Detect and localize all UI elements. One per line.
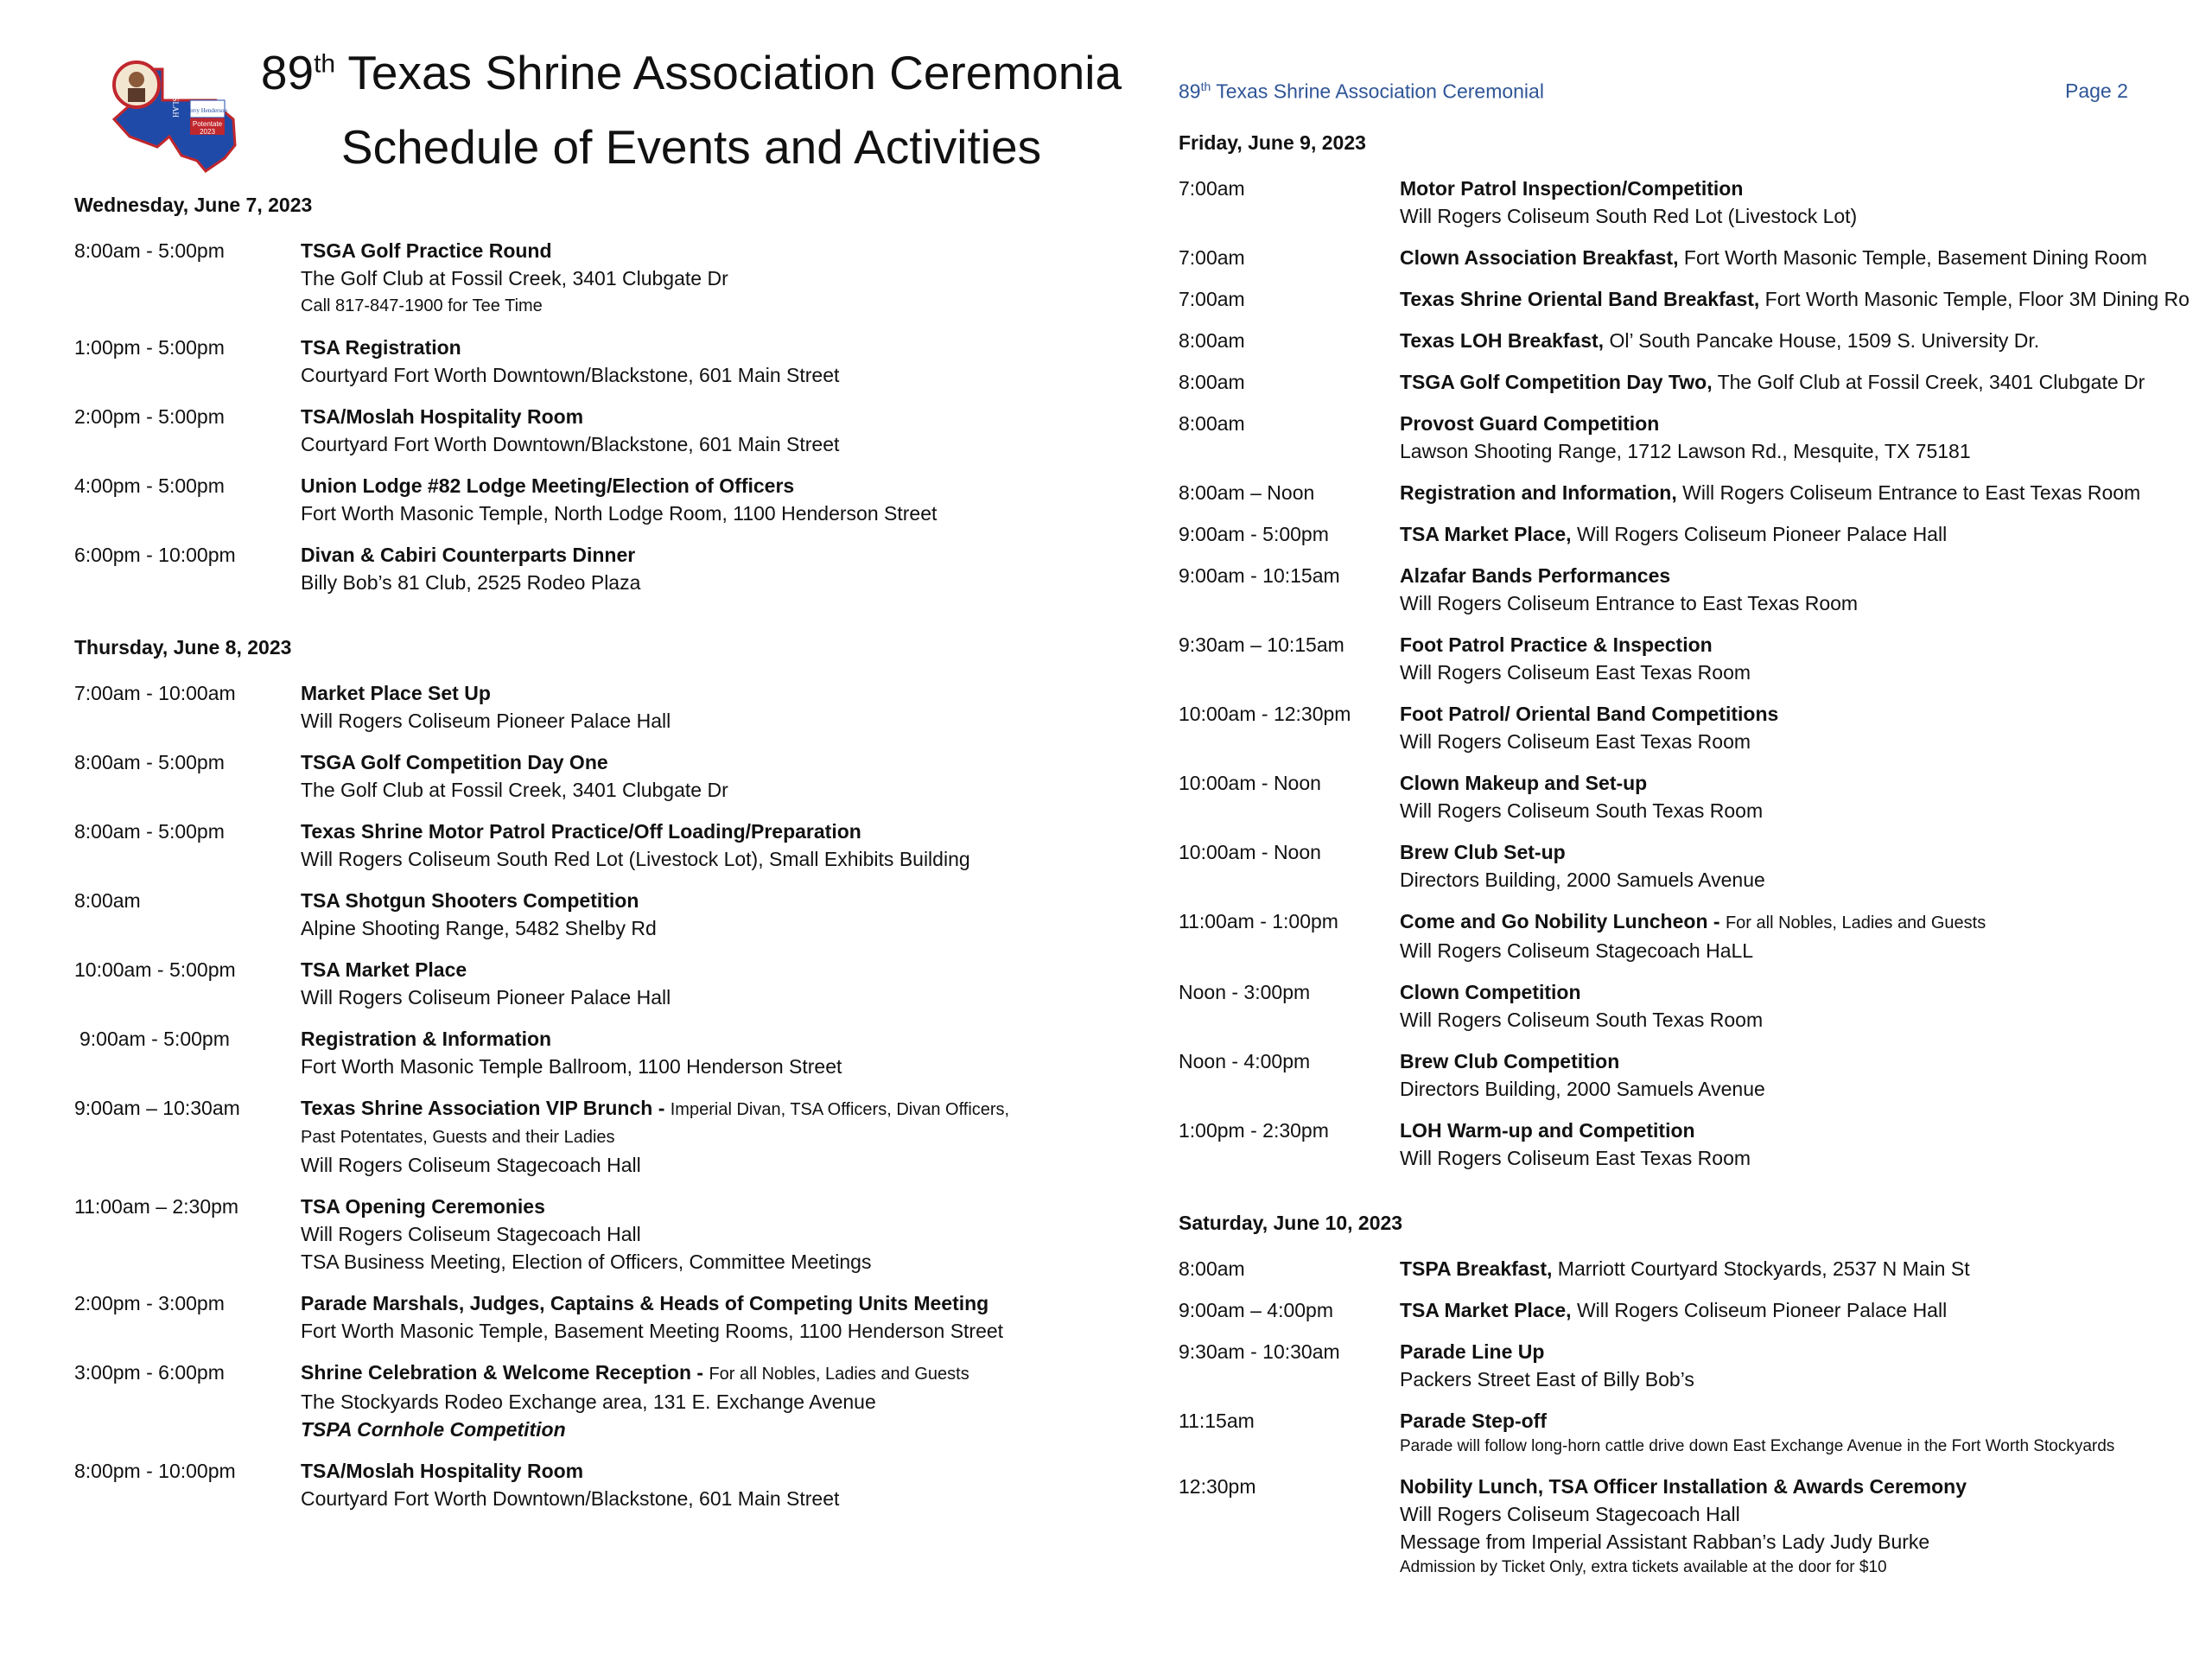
event-row [74,1193,1137,1276]
event-time: 2:00pm - 5:00pm [74,405,225,428]
event-time: 8:00am - 5:00pm [74,239,225,262]
event-time: 3:00pm - 6:00pm [74,1361,225,1384]
event-location: Will Rogers Coliseum Stagecoach HaLL [1400,939,1754,962]
event-name: TSPA Breakfast, [1400,1257,1553,1280]
event-time: 9:00am - 5:00pm [1179,523,1329,545]
event-note: Call 817-847-1900 for Tee Time [301,296,543,315]
event-row [74,1457,1137,1512]
event-name: Come and Go Nobility Luncheon - [1400,910,1726,932]
event-name: TSA Market Place, [1400,523,1572,545]
event-time: 1:00pm - 2:30pm [1179,1119,1329,1142]
event-name: TSGA Golf Competition Day Two, [1400,371,1713,393]
event-time: 9:00am – 4:00pm [1179,1299,1334,1321]
page-number: Page 2 [2065,80,2128,102]
event-row [74,1359,1137,1443]
event-time: 9:30am – 10:15am [1179,633,1344,656]
event-name: TSGA Golf Competition Day One [301,751,608,773]
event-row [1179,631,2212,686]
page-title: 89th Texas Shrine Association Ceremonia [260,46,1122,99]
event-note: Imperial Divan, TSA Officers, Divan Officers, [670,1100,1010,1119]
event-name: LOH Warm-up and Competition [1400,1119,1695,1142]
event-location: The Golf Club at Fossil Creek, 3401 Clubgate Dr [1712,371,2145,393]
event-name: Registration & Information [301,1028,552,1050]
event-name: Parade Line Up [1400,1340,1545,1363]
event-row [74,1094,1137,1179]
event-location: Will Rogers Coliseum Entrance to East Texas Room [1676,481,2141,504]
event-row [74,679,1137,735]
event-location: Directors Building, 2000 Samuels Avenue [1400,1078,1765,1100]
event-location: Will Rogers Coliseum East Texas Room [1400,730,1751,753]
event-time: 8:00am [74,889,141,912]
event-time: 4:00pm - 5:00pm [74,474,225,497]
event-time: 8:00am [1179,1257,1245,1280]
day-heading: Saturday, June 10, 2023 [1179,1212,1403,1234]
event-location: Will Rogers Coliseum South Texas Room [1400,799,1764,822]
event-time: 8:00am [1179,412,1245,435]
event-name: Foot Patrol Practice & Inspection [1400,633,1713,656]
event-name: Union Lodge #82 Lodge Meeting/Election of Officers [301,474,795,497]
logo-text-potentate: Potentate [192,120,223,128]
event-row [1179,978,2212,1034]
event-time: 11:15am [1179,1410,1255,1432]
event-row [1179,520,2212,548]
event-detail: Message from Imperial Assistant Rabban’s Lady Judy Burke [1400,1531,1930,1553]
event-row [1179,769,2212,824]
page2-header: 89th Texas Shrine Association Ceremonial Page 2 [1179,80,2128,103]
event-name: TSA Registration [301,336,461,359]
event-location: The Golf Club at Fossil Creek, 3401 Clubgate Dr [301,267,728,290]
moslah-logo [95,50,238,178]
event-time: 8:00am – Noon [1179,481,1315,504]
event-location: Will Rogers Coliseum Pioneer Palace Hall [301,986,671,1009]
event-location: Lawson Shooting Range, 1712 Lawson Rd., Mesquite, TX 75181 [1400,440,1971,462]
event-location: Fort Worth Masonic Temple, North Lodge Room, 1100 Henderson Street [301,502,938,525]
event-time: 12:30pm [1179,1475,1256,1498]
event-location: Packers Street East of Billy Bob’s [1400,1368,1694,1391]
event-time: 8:00pm - 10:00pm [74,1460,236,1482]
event-time: 9:30am - 10:30am [1179,1340,1340,1363]
logo-text-year: 2023 [200,128,215,136]
event-location: Will Rogers Coliseum East Texas Room [1400,1147,1751,1169]
event-row [74,472,1137,527]
event-time: 10:00am - 12:30pm [1179,703,1351,725]
event-row [74,1289,1137,1345]
event-row [1179,562,2212,617]
event-name: Parade Marshals, Judges, Captains & Heads of Competing Units Meeting [301,1292,989,1314]
event-time: 8:00am [1179,329,1245,352]
event-row [74,1025,1137,1080]
event-location: Will Rogers Coliseum South Red Lot (Livestock Lot), Small Exhibits Building [301,848,970,870]
event-time: 7:00am [1179,246,1245,269]
event-time: 9:00am - 10:15am [1179,564,1340,587]
event-name: Texas Shrine Association VIP Brunch - [301,1097,671,1119]
event-time: 9:00am - 5:00pm [79,1028,230,1050]
event-note: For all Nobles, Ladies and Guests [709,1365,969,1384]
event-name: Texas Shrine Motor Patrol Practice/Off Loading/Preparation [301,820,861,843]
event-location: Alpine Shooting Range, 5482 Shelby Rd [301,917,657,939]
event-location: Will Rogers Coliseum East Texas Room [1400,661,1751,684]
logo-text-jerry: Jerry Henderson [187,107,228,114]
day-heading: Thursday, June 8, 2023 [74,636,292,659]
event-row [74,956,1137,1011]
event-note: Parade will follow long-horn cattle drive down East Exchange Avenue in the Fort Worth Stockyards [1400,1437,2115,1455]
event-time: 7:00am [1179,177,1245,200]
event-name: Clown Association Breakfast, [1400,246,1679,269]
event-row [74,818,1137,873]
event-location: Will Rogers Coliseum Stagecoach Hall [301,1154,641,1176]
event-row [74,334,1137,389]
event-time: 7:00am [1179,288,1245,310]
day-heading: Wednesday, June 7, 2023 [74,194,313,216]
event-location: Will Rogers Coliseum South Texas Room [1400,1009,1764,1031]
event-name: TSGA Golf Practice Round [301,239,552,262]
event-name: TSA Shotgun Shooters Competition [301,889,639,912]
event-time: 10:00am - Noon [1179,841,1321,863]
event-location: Will Rogers Coliseum Pioneer Palace Hall [1571,523,1948,545]
event-name: Clown Makeup and Set-up [1400,772,1648,794]
event-location: Ol’ South Pancake House, 1509 S. University Dr. [1604,329,2040,352]
event-location: The Stockyards Rodeo Exchange area, 131 E. Exchange Avenue [301,1391,876,1413]
event-name: Divan & Cabiri Counterparts Dinner [301,544,636,566]
event-name: TSA/Moslah Hospitality Room [301,1460,584,1482]
event-name: Motor Patrol Inspection/Competition [1400,177,1744,200]
event-time: 10:00am - 5:00pm [74,958,236,981]
event-time: 7:00am - 10:00am [74,682,236,704]
event-time: 11:00am - 1:00pm [1179,910,1338,932]
event-name: Clown Competition [1400,981,1581,1003]
event-highlight: TSPA Cornhole Competition [301,1418,566,1441]
event-detail: TSA Business Meeting, Election of Officers, Committee Meetings [301,1251,872,1273]
event-time: 2:00pm - 3:00pm [74,1292,225,1314]
logo-text-moslah: MOSLAH [171,85,180,118]
event-name: Registration and Information, [1400,481,1677,504]
event-row [1179,1473,2212,1580]
event-row [74,403,1137,458]
event-location: Fort Worth Masonic Temple Ballroom, 1100 Henderson Street [301,1055,842,1078]
event-time: 9:00am – 10:30am [74,1097,240,1119]
event-time: 6:00pm - 10:00pm [74,544,236,566]
event-name: TSA Market Place, [1400,1299,1572,1321]
event-name: Shrine Celebration & Welcome Reception - [301,1361,709,1384]
event-location: Marriott Courtyard Stockyards, 2537 N Main St [1552,1257,1970,1280]
event-row [1179,244,2212,271]
event-location: Will Rogers Coliseum Stagecoach Hall [301,1223,641,1245]
event-location: Will Rogers Coliseum South Red Lot (Livestock Lot) [1400,205,1858,227]
event-row [1179,1117,2212,1172]
event-location: Courtyard Fort Worth Downtown/Blackstone, 601 Main Street [301,1487,840,1510]
event-time: 10:00am - Noon [1179,772,1321,794]
event-name: Parade Step-off [1400,1410,1547,1432]
event-location: Will Rogers Coliseum Entrance to East Texas Room [1400,592,1859,614]
event-name: Provost Guard Competition [1400,412,1660,435]
event-row [1179,838,2212,894]
day-heading: Friday, June 9, 2023 [1179,131,1366,154]
event-name: Brew Club Competition [1400,1050,1620,1072]
event-row [1179,285,2212,313]
event-name: Texas Shrine Oriental Band Breakfast, [1400,288,1760,310]
page-subtitle: Schedule of Events and Activities [340,120,1042,174]
event-time: 11:00am – 2:30pm [74,1195,239,1218]
event-row [1179,1407,2212,1459]
event-row [1179,368,2212,396]
event-note: For all Nobles, Ladies and Guests [1725,913,1986,932]
event-time: Noon - 4:00pm [1179,1050,1311,1072]
event-row [1179,1047,2212,1103]
event-location: The Golf Club at Fossil Creek, 3401 Clubgate Dr [301,779,728,801]
event-row [1179,479,2212,506]
event-location: Courtyard Fort Worth Downtown/Blackstone, 601 Main Street [301,433,840,455]
schedule-column-left [74,192,1137,1526]
event-name: TSA Market Place [301,958,467,981]
event-location: Will Rogers Coliseum Pioneer Palace Hall [301,710,671,732]
event-location: Fort Worth Masonic Temple, Basement Dining Room [1678,246,2147,269]
event-name: Texas LOH Breakfast, [1400,329,1605,352]
event-name: Foot Patrol/ Oriental Band Competitions [1400,703,1779,725]
event-location: Fort Worth Masonic Temple, Basement Meeting Rooms, 1100 Henderson Street [301,1320,1004,1342]
event-location: Directors Building, 2000 Samuels Avenue [1400,869,1765,891]
event-name: TSA/Moslah Hospitality Room [301,405,584,428]
event-row [1179,1296,2212,1324]
event-row [1179,327,2212,354]
event-row [1179,1255,2212,1282]
event-time: 1:00pm - 5:00pm [74,336,225,359]
event-name: Market Place Set Up [301,682,491,704]
event-location: Billy Bob’s 81 Club, 2525 Rodeo Plaza [301,571,641,594]
event-time: Noon - 3:00pm [1179,981,1311,1003]
event-row [74,541,1137,596]
event-note: Admission by Ticket Only, extra tickets available at the door for $10 [1400,1558,1887,1576]
event-row [1179,1338,2212,1393]
event-time: 8:00am - 5:00pm [74,751,225,773]
event-name: Nobility Lunch, TSA Officer Installation & Awards Ceremony [1400,1475,1967,1498]
event-row [74,887,1137,942]
event-name: TSA Opening Ceremonies [301,1195,545,1218]
event-time: 8:00am [1179,371,1245,393]
event-location: Will Rogers Coliseum Stagecoach Hall [1400,1503,1740,1525]
schedule-column-right [1179,130,2212,1594]
event-location: Will Rogers Coliseum Pioneer Palace Hall [1571,1299,1948,1321]
event-row [74,748,1137,804]
event-time: 8:00am - 5:00pm [74,820,225,843]
event-name: Alzafar Bands Performances [1400,564,1671,587]
event-note-cont: Past Potentates, Guests and their Ladies [301,1128,615,1147]
event-location: Courtyard Fort Worth Downtown/Blackstone, 601 Main Street [301,364,840,386]
event-row [1179,410,2212,465]
event-location: Fort Worth Masonic Temple, Floor 3M Dining Ro [1759,288,2190,310]
event-row [1179,700,2212,755]
event-row [1179,175,2212,230]
event-row [74,237,1137,320]
event-row [1179,907,2212,964]
event-name: Brew Club Set-up [1400,841,1566,863]
